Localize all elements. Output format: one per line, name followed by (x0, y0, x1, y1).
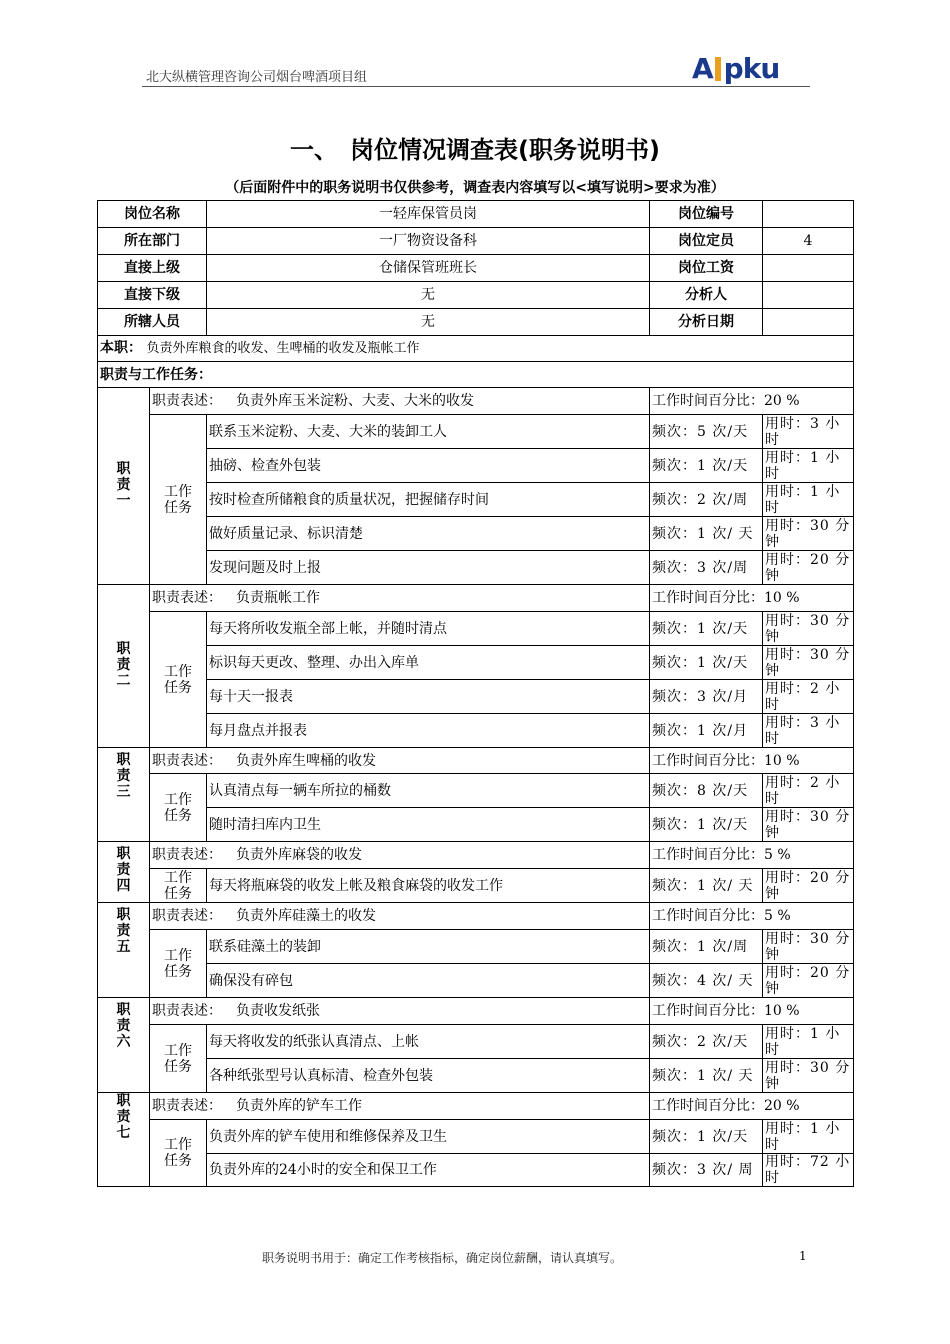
task-frequency: 频次：1 次/周 (650, 930, 763, 964)
task-frequency: 频次：3 次/月 (650, 680, 763, 714)
task-text: 每天将瓶麻袋的收发上帐及粮食麻袋的收发工作 (207, 869, 650, 903)
task-duration: 用时：2 小时 (763, 774, 854, 808)
duty-desc-text: 负责瓶帐工作 (236, 590, 320, 606)
duty-desc-row (98, 842, 854, 869)
duty-name-text: 职责六 (116, 1002, 131, 1050)
task-row (98, 808, 854, 842)
task-text: 联系玉米淀粉、大麦、大米的装卸工人 (207, 415, 650, 449)
duty-name (98, 748, 150, 842)
info-row (98, 309, 854, 336)
duty-desc-text: 负责外库的铲车工作 (236, 1098, 362, 1114)
duty-desc-label: 职责表述： (152, 908, 222, 924)
task-duration: 用时：1 小时 (763, 1025, 854, 1059)
duty-desc-label: 职责表述： (152, 847, 222, 863)
duty-time-percent: 工作时间百分比：10 % (650, 748, 854, 774)
task-duration: 用时：72 小时 (763, 1154, 854, 1187)
task-duration: 用时：1 小时 (763, 449, 854, 483)
task-text: 每天将收发的纸张认真清点、上帐 (207, 1025, 650, 1059)
task-frequency: 频次：1 次/天 (650, 646, 763, 680)
task-row (98, 1025, 854, 1059)
duty-desc-cell (150, 748, 650, 774)
task-text: 按时检查所储粮食的质量状况，把握储存时间 (207, 483, 650, 517)
task-frequency: 频次：5 次/天 (650, 415, 763, 449)
duty-desc-cell (150, 842, 650, 869)
label-post-name: 岗位名称 (98, 201, 207, 228)
task-label: 工作任务 (150, 774, 207, 842)
duty-desc-text: 负责外库玉米淀粉、大麦、大米的收发 (236, 393, 474, 409)
benzhi-label: 本职： (100, 340, 142, 356)
task-duration: 用时：30 分钟 (763, 930, 854, 964)
duty-desc-row (98, 903, 854, 930)
duty-time-percent: 工作时间百分比：20 % (650, 388, 854, 415)
task-label: 工作任务 (150, 612, 207, 748)
task-duration: 用时：20 分钟 (763, 964, 854, 998)
task-frequency: 频次：1 次/天 (650, 612, 763, 646)
alpku-logo: A pku (692, 52, 780, 85)
task-frequency: 频次：1 次/天 (650, 808, 763, 842)
task-row (98, 1154, 854, 1187)
task-duration: 用时：20 分钟 (763, 869, 854, 903)
task-text: 每十天一报表 (207, 680, 650, 714)
task-row (98, 964, 854, 998)
task-row (98, 612, 854, 646)
task-frequency: 频次：1 次/ 天 (650, 869, 763, 903)
duty-desc-label: 职责表述： (152, 590, 222, 606)
page-number: 1 (799, 1249, 807, 1263)
task-duration: 用时：2 小时 (763, 680, 854, 714)
task-duration: 用时：3 小时 (763, 714, 854, 748)
value-salary (763, 255, 854, 282)
task-duration: 用时：30 分钟 (763, 517, 854, 551)
label-subordinate: 直接下级 (98, 282, 207, 309)
duty-desc-label: 职责表述： (152, 752, 222, 769)
task-row (98, 680, 854, 714)
task-frequency: 频次：1 次/天 (650, 449, 763, 483)
task-row (98, 774, 854, 808)
duty-desc-cell (150, 388, 650, 415)
task-duration: 用时：1 小时 (763, 483, 854, 517)
page-title: 一、 岗位情况调查表(职务说明书) (290, 136, 660, 164)
value-analyst (763, 282, 854, 309)
duty-name-text: 职责五 (116, 907, 131, 955)
duty-desc-row (98, 748, 854, 774)
value-post-name: 一轻库保管员岗 (207, 201, 650, 228)
task-frequency: 频次：1 次/ 天 (650, 517, 763, 551)
value-headcount: 4 (763, 228, 854, 255)
header-divider (142, 86, 810, 87)
duty-desc-row (98, 998, 854, 1025)
task-frequency: 频次：2 次/天 (650, 1025, 763, 1059)
duty-time-percent: 工作时间百分比：10 % (650, 998, 854, 1025)
info-row (98, 201, 854, 228)
duties-label: 职责与工作任务： (98, 362, 854, 388)
task-text: 每月盘点并报表 (207, 714, 650, 748)
value-staff: 无 (207, 309, 650, 336)
info-row (98, 228, 854, 255)
label-headcount: 岗位定员 (650, 228, 763, 255)
value-superior: 仓储保管班班长 (207, 255, 650, 282)
task-row (98, 1059, 854, 1093)
label-staff: 所辖人员 (98, 309, 207, 336)
duty-desc-label: 职责表述： (152, 1098, 222, 1114)
task-duration: 用时：30 分钟 (763, 1059, 854, 1093)
task-row (98, 517, 854, 551)
duty-desc-cell (150, 998, 650, 1025)
duty-name (98, 998, 150, 1093)
task-duration: 用时：1 小时 (763, 1120, 854, 1154)
task-row (98, 483, 854, 517)
duty-time-percent: 工作时间百分比：10 % (650, 585, 854, 612)
duty-name-text: 职责一 (116, 460, 131, 509)
duties-label-row (98, 362, 854, 388)
duty-name-text: 职责二 (116, 640, 131, 689)
label-post-no: 岗位编号 (650, 201, 763, 228)
duty-desc-label: 职责表述： (152, 393, 222, 409)
duty-desc-text: 负责外库麻袋的收发 (236, 847, 362, 863)
page-subtitle: （后面附件中的职务说明书仅供参考，调查表内容填写以<填写说明>要求为准） (225, 180, 725, 196)
task-text: 负责外库的铲车使用和维修保养及卫生 (207, 1120, 650, 1154)
value-post-no (763, 201, 854, 228)
task-duration: 用时：20 分钟 (763, 551, 854, 585)
label-department: 所在部门 (98, 228, 207, 255)
duty-time-percent: 工作时间百分比：5 % (650, 842, 854, 869)
label-analyst: 分析人 (650, 282, 763, 309)
task-text: 标识每天更改、整理、办出入库单 (207, 646, 650, 680)
task-frequency: 频次：8 次/天 (650, 774, 763, 808)
task-frequency: 频次：1 次/月 (650, 714, 763, 748)
task-label: 工作任务 (150, 415, 207, 585)
task-row (98, 551, 854, 585)
benzhi-text: 负责外库粮食的收发、生啤桶的收发及瓶帐工作 (146, 341, 420, 356)
task-duration: 用时：3 小时 (763, 415, 854, 449)
label-superior: 直接上级 (98, 255, 207, 282)
duty-name-text: 职责三 (116, 752, 131, 800)
task-label: 工作任务 (150, 869, 207, 903)
task-text: 确保没有碎包 (207, 964, 650, 998)
task-text: 联系硅藻土的装卸 (207, 930, 650, 964)
task-row (98, 714, 854, 748)
duty-desc-label: 职责表述： (152, 1003, 222, 1019)
label-analysis-date: 分析日期 (650, 309, 763, 336)
task-row (98, 930, 854, 964)
duty-desc-cell (150, 903, 650, 930)
duty-desc-cell (150, 585, 650, 612)
duty-name (98, 388, 150, 585)
job-description-table (97, 200, 854, 1187)
value-department: 一厂物资设备科 (207, 228, 650, 255)
task-duration: 用时：30 分钟 (763, 646, 854, 680)
task-frequency: 频次：1 次/ 天 (650, 1059, 763, 1093)
task-row (98, 1120, 854, 1154)
task-frequency: 频次：2 次/周 (650, 483, 763, 517)
duty-desc-row (98, 1093, 854, 1120)
task-text: 随时清扫库内卫生 (207, 808, 650, 842)
value-analysis-date (763, 309, 854, 336)
duty-name (98, 842, 150, 903)
duty-desc-cell (150, 1093, 650, 1120)
task-text: 做好质量记录、标识清楚 (207, 517, 650, 551)
task-text: 负责外库的24小时的安全和保卫工作 (207, 1154, 650, 1187)
task-text: 认真清点每一辆车所拉的桶数 (207, 774, 650, 808)
duty-name (98, 1093, 150, 1187)
header-org: 北大纵横管理咨询公司烟台啤酒项目组 (146, 70, 368, 85)
task-text: 抽磅、检查外包装 (207, 449, 650, 483)
task-row (98, 646, 854, 680)
task-text: 各种纸张型号认真标清、检查外包装 (207, 1059, 650, 1093)
duty-name (98, 903, 150, 998)
task-frequency: 频次：4 次/ 天 (650, 964, 763, 998)
task-frequency: 频次：3 次/周 (650, 551, 763, 585)
task-text: 每天将所收发瓶全部上帐，并随时清点 (207, 612, 650, 646)
duty-time-percent: 工作时间百分比：20 % (650, 1093, 854, 1120)
duty-name-text: 职责七 (116, 1093, 131, 1141)
task-row (98, 449, 854, 483)
task-row (98, 869, 854, 903)
task-row (98, 415, 854, 449)
task-text: 发现问题及时上报 (207, 551, 650, 585)
label-salary: 岗位工资 (650, 255, 763, 282)
benzhi-row (98, 336, 854, 362)
task-label: 工作任务 (150, 1025, 207, 1093)
duty-desc-text: 负责收发纸张 (236, 1003, 320, 1019)
task-duration: 用时：30 分钟 (763, 612, 854, 646)
duty-desc-row (98, 388, 854, 415)
task-duration: 用时：30 分钟 (763, 808, 854, 842)
task-label: 工作任务 (150, 1120, 207, 1187)
info-row (98, 255, 854, 282)
task-frequency: 频次：3 次/ 周 (650, 1154, 763, 1187)
task-label: 工作任务 (150, 930, 207, 998)
info-row (98, 282, 854, 309)
value-subordinate: 无 (207, 282, 650, 309)
duty-desc-text: 负责外库硅藻土的收发 (236, 908, 376, 924)
task-frequency: 频次：1 次/天 (650, 1120, 763, 1154)
duty-desc-text: 负责外库生啤桶的收发 (236, 752, 376, 769)
duty-desc-row (98, 585, 854, 612)
footer-note: 职务说明书用于：确定工作考核指标，确定岗位薪酬，请认真填写。 (262, 1251, 623, 1265)
duty-time-percent: 工作时间百分比：5 % (650, 903, 854, 930)
duty-name (98, 585, 150, 748)
duty-name-text: 职责四 (116, 846, 131, 894)
